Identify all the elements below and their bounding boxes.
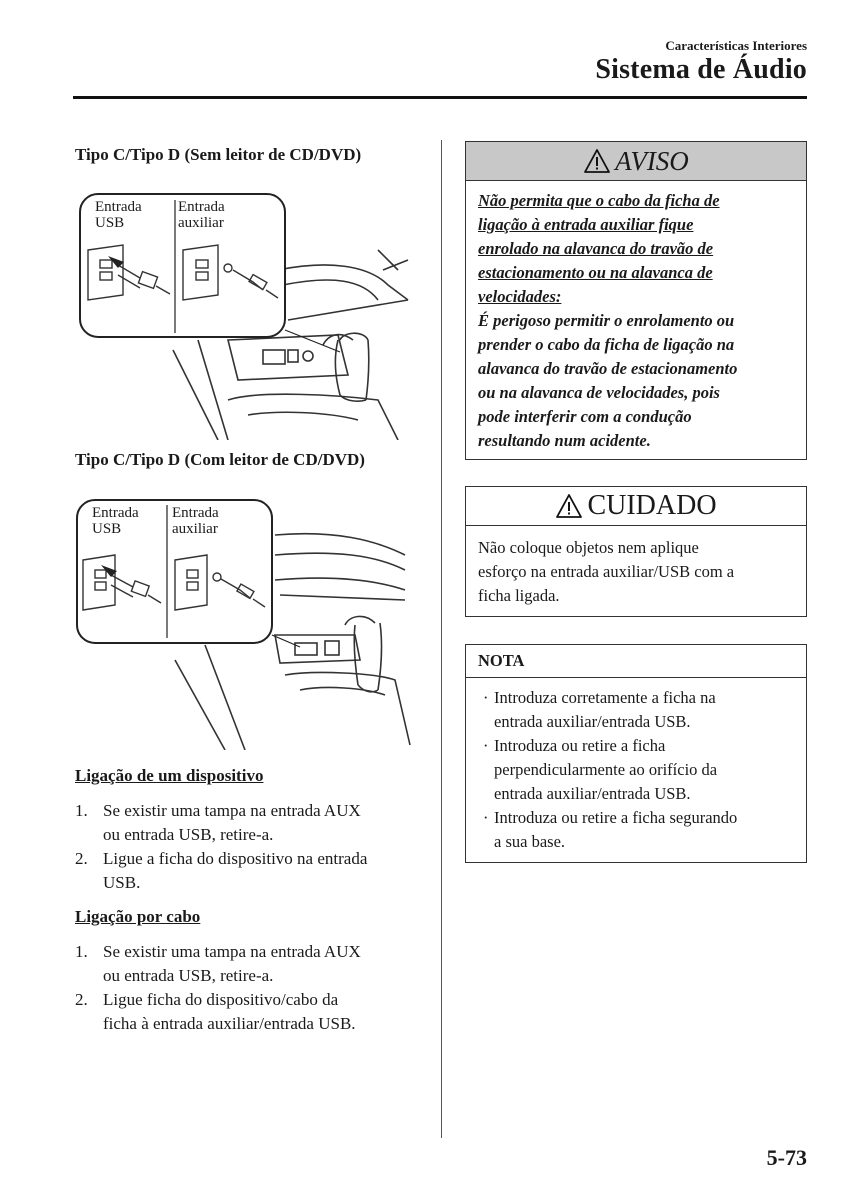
running-head: Características Interiores	[665, 38, 807, 53]
aviso-line: enrolado na alavanca do travão de	[478, 239, 714, 258]
nota-line: entrada auxiliar/entrada USB.	[494, 712, 691, 731]
column-divider	[441, 140, 442, 1138]
step-line: Se existir uma tampa na entrada AUX	[103, 801, 361, 820]
step-line: USB.	[103, 873, 141, 892]
aviso-title: AVISO	[615, 145, 689, 176]
figure-caption-2: Tipo C/Tipo D (Com leitor de CD/DVD)	[75, 450, 365, 469]
aviso-line: pode interferir com a condução	[478, 407, 692, 426]
aviso-line: ligação à entrada auxiliar fique	[478, 215, 694, 234]
nota-box	[465, 644, 807, 863]
aviso-line: resultando num acidente.	[478, 431, 651, 450]
label-usb-line1-fig2: Entrada	[92, 505, 139, 521]
step-item	[75, 847, 425, 895]
label-usb-line2-fig1: USB	[95, 215, 125, 231]
aviso-line: alavanca do travão de estacionamento	[478, 359, 738, 378]
section-heading-cable: Ligação por cabo	[75, 907, 201, 926]
nota-bullet	[478, 686, 794, 734]
step-item	[75, 940, 425, 988]
step-number: 1.	[75, 942, 88, 961]
header-rule	[73, 96, 807, 99]
step-line: ou entrada USB, retire-a.	[103, 825, 274, 844]
label-aux-line2-fig1: auxiliar	[178, 215, 224, 231]
aviso-line: velocidades:	[478, 287, 562, 306]
aviso-header	[466, 142, 806, 181]
step-line: Ligue ficha do dispositivo/cabo da	[103, 990, 339, 1009]
console-illustration-1	[78, 190, 413, 440]
label-usb-line1-fig1: Entrada	[95, 199, 142, 215]
step-item	[75, 799, 425, 847]
label-aux-line1-fig1: Entrada	[178, 199, 225, 215]
step-line: Se existir uma tampa na entrada AUX	[103, 942, 361, 961]
step-number: 1.	[75, 801, 88, 820]
nota-line: perpendicularmente ao orifício da	[494, 760, 718, 779]
aviso-line: prender o cabo da ficha de ligação na	[478, 335, 735, 354]
aviso-line: Não permita que o cabo da ficha de	[478, 191, 720, 210]
steps-cable	[75, 940, 425, 1036]
figure-with-cd-player	[75, 495, 415, 750]
nota-bullet	[478, 806, 794, 854]
figure-caption-1: Tipo C/Tipo D (Sem leitor de CD/DVD)	[75, 145, 362, 164]
nota-line: a sua base.	[494, 832, 566, 851]
bullet-dot-icon: ·	[483, 688, 489, 707]
cuidado-title: CUIDADO	[587, 490, 717, 521]
chapter-title: Sistema de Áudio	[595, 54, 807, 85]
bullet-dot-icon: ·	[483, 736, 489, 755]
steps-device	[75, 799, 425, 895]
step-line: ou entrada USB, retire-a.	[103, 966, 274, 985]
label-aux-line1-fig2: Entrada	[172, 505, 219, 521]
nota-bullet	[478, 734, 794, 806]
step-item	[75, 988, 425, 1036]
console-illustration-2	[75, 495, 415, 750]
aviso-line: É perigoso permitir o enrolamento ou	[478, 311, 735, 330]
aviso-line: estacionamento ou na alavanca de	[478, 263, 713, 282]
nota-title: NOTA	[466, 645, 806, 678]
caution-triangle-icon	[555, 493, 583, 519]
label-aux-line2-fig2: auxiliar	[172, 521, 218, 537]
aviso-body	[466, 181, 806, 459]
cuidado-header	[466, 487, 806, 526]
cuidado-line: ficha ligada.	[478, 586, 560, 605]
step-number: 2.	[75, 990, 88, 1009]
cuidado-box	[465, 486, 807, 617]
bullet-dot-icon: ·	[483, 808, 489, 827]
nota-body	[466, 678, 806, 862]
nota-line: Introduza ou retire a ficha segurando	[494, 808, 738, 827]
aviso-box	[465, 141, 807, 460]
cuidado-line: esforço na entrada auxiliar/USB com a	[478, 562, 735, 581]
warning-triangle-icon	[583, 148, 611, 174]
step-line: Ligue a ficha do dispositivo na entrada	[103, 849, 368, 868]
step-line: ficha à entrada auxiliar/entrada USB.	[103, 1014, 356, 1033]
step-number: 2.	[75, 849, 88, 868]
cuidado-body	[466, 526, 806, 616]
cuidado-line: Não coloque objetos nem aplique	[478, 538, 699, 557]
section-heading-device: Ligação de um dispositivo	[75, 766, 264, 785]
page-number: 5-73	[766, 1145, 807, 1170]
figure-no-cd-player	[78, 190, 413, 440]
aviso-line: ou na alavanca de velocidades, pois	[478, 383, 720, 402]
nota-line: Introduza ou retire a ficha	[494, 736, 666, 755]
label-usb-line2-fig2: USB	[92, 521, 122, 537]
nota-line: entrada auxiliar/entrada USB.	[494, 784, 691, 803]
nota-line: Introduza corretamente a ficha na	[494, 688, 716, 707]
